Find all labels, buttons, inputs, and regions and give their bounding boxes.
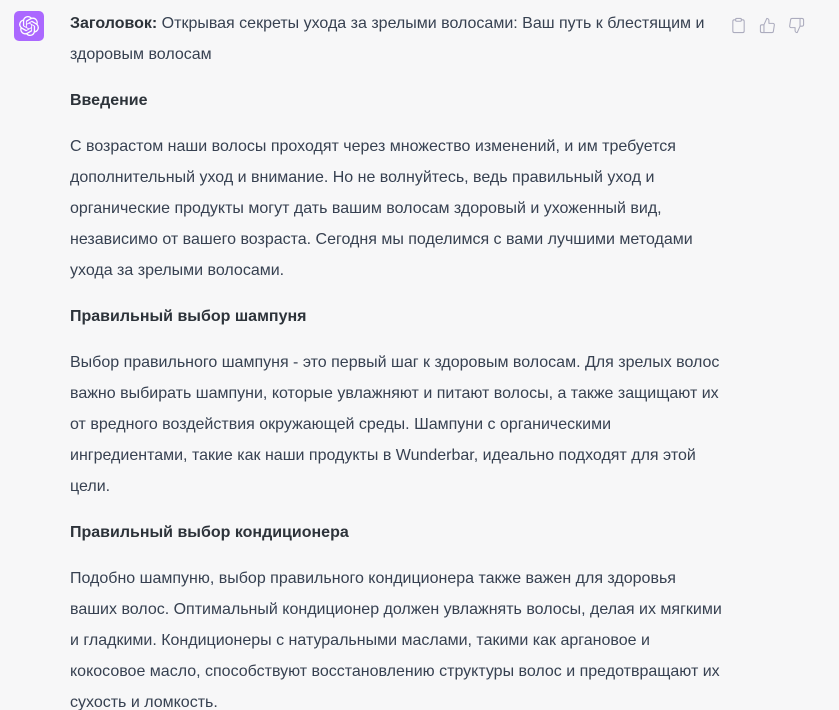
message-actions	[730, 8, 805, 34]
section-paragraph-shampoo: Выбор правильного шампуня - это первый шаг к здоровым волосам. Для зрелых волос важно выбирать шампуни, которые увлажняют и питают волосы, а также защищают их от вредного воздействия окружающей среды. Шампуни с органическими ингредиентами, такие как наши продукты в Wunderbar, идеально подходят для этой цели.	[70, 354, 720, 495]
section-heading-introduction: Введение	[70, 92, 148, 109]
section-heading-shampoo: Правильный выбор шампуня	[70, 308, 307, 325]
title-paragraph	[70, 8, 724, 70]
section-paragraph-conditioner: Подобно шампуню, выбор правильного кондиционера также важен для здоровья ваших волос. Оптимальный кондиционер должен увлажнять волосы, делая их мягкими и гладкими. Кондиционеры с натуральными маслами, такими как аргановое и кокосовое масло, способствуют восстановлению структуры волос и предотвращают их сухость и ломкость.	[70, 570, 722, 710]
thumbs-up-icon	[759, 17, 776, 34]
section-paragraph-introduction: С возрастом наши волосы проходят через множество изменений, и им требуется дополнительный уход и внимание. Но не волнуйтесь, ведь правильный уход и органические продукты могут дать вашим волосам здоровый и ухоженный вид, независимо от вашего возраста. Сегодня мы поделимся с вами лучшими методами ухода за зрелыми волосами.	[70, 138, 693, 279]
chatgpt-avatar	[14, 11, 44, 41]
thumbs-up-button[interactable]	[759, 17, 776, 34]
thumbs-down-button[interactable]	[788, 17, 805, 34]
message-content	[70, 8, 724, 710]
openai-logo-icon	[19, 16, 39, 36]
section-heading-conditioner: Правильный выбор кондиционера	[70, 524, 349, 541]
copy-button[interactable]	[730, 17, 747, 34]
title-label: Заголовок:	[70, 15, 158, 32]
clipboard-icon	[730, 17, 747, 34]
title-text: Открывая секреты ухода за зрелыми волосами: Ваш путь к блестящим и здоровым волосам	[70, 15, 705, 63]
thumbs-down-icon	[788, 17, 805, 34]
